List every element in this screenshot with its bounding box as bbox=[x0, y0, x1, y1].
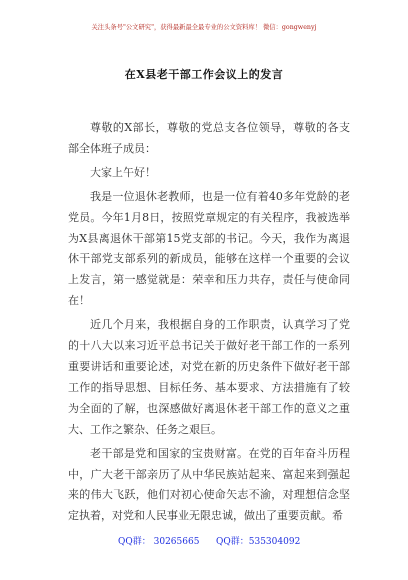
body-paragraph-veterans: 老干部是党和国家的宝贵财富。在党的百年奋斗历程中，广大老干部亲历了从中华民族站起来、富起来到强起来的伟大飞跃，他们对初心使命矢志不渝，对理想信念坚定执着，对党和人民事业无限忠诚，做出了重要贡献。希 bbox=[68, 446, 350, 523]
document-body bbox=[68, 118, 350, 530]
body-paragraph-introduction: 我是一位退休老教师，也是一位有着40多年党龄的老党员。今年1月8日，按照党章规定的有关程序，我被选举为X县离退休干部第15党支部的书记。今天，我作为离退休干部党支部系列的新成员，能够在这样一个重要的会议上发言，第一感觉就是：荣幸和压力共存，责任与使命同在！ bbox=[68, 189, 350, 308]
body-paragraph-greeting: 大家上午好！ bbox=[90, 165, 156, 179]
footer-qq-group-2: QQ群：535304092 bbox=[216, 537, 301, 547]
body-paragraph-study: 近几个月来，我根据自身的工作职责，认真学习了党的十八大以来习近平总书记关于做好老干部工作的一系列重要讲话和重要论述，对党在新的历史条件下做好老干部工作的指导思想、目标任务、基本要求、方法措施有了较为全面的了解，也深感做好离退休老干部工作的意义之重大、工作之繁杂、任务之艰巨。 bbox=[68, 318, 350, 436]
document-title: 在X县老干部工作会议上的发言 bbox=[124, 68, 284, 81]
footer-qq-group-1: QQ群： 30265665 bbox=[118, 537, 200, 547]
header-banner: 关注头条号"公文研究"，获得最新最全最专业的公文资料库！ 微信：gongwenyj bbox=[91, 24, 317, 31]
body-paragraph-salutation: 尊敬的X部长，尊敬的党总支各位领导，尊敬的各支部全体班子成员： bbox=[68, 121, 350, 155]
page-footer bbox=[0, 534, 408, 546]
